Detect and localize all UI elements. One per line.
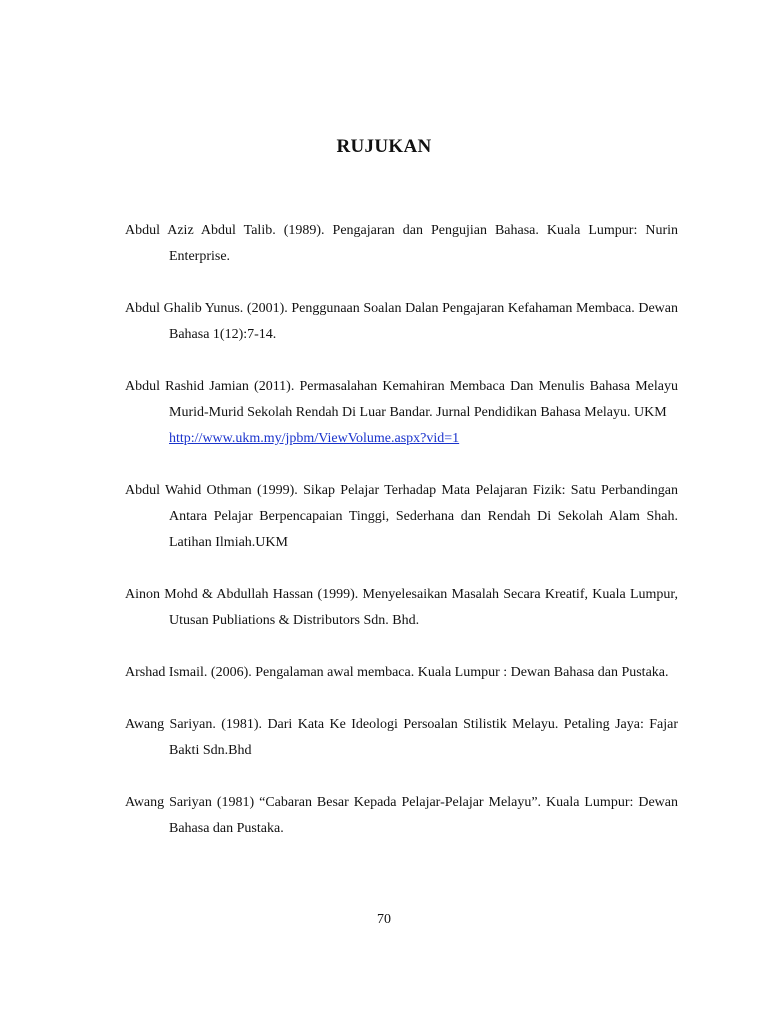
reference-text: Arshad Ismail. (2006). Pengalaman awal membaca. Kuala Lumpur : Dewan Bahasa dan Pustaka. [125, 665, 669, 680]
reference-item [125, 296, 678, 348]
reference-text: Awang Sariyan (1981) “Cabaran Besar Kepada Pelajar-Pelajar Melayu”. Kuala Lumpur: Dewan Bahasa dan Pustaka. [125, 795, 678, 836]
page-number: 70 [377, 912, 391, 927]
reference-list [125, 218, 678, 842]
reference-link[interactable]: http://www.ukm.my/jpbm/ViewVolume.aspx?vid=1 [169, 431, 460, 446]
reference-item [125, 660, 678, 686]
reference-item [125, 374, 678, 452]
reference-item [125, 218, 678, 270]
reference-text: Abdul Ghalib Yunus. (2001). Penggunaan Soalan Dalan Pengajaran Kefahaman Membaca. Dewan Bahasa 1(12):7-14. [125, 301, 678, 342]
reference-text: Ainon Mohd & Abdullah Hassan (1999). Menyelesaikan Masalah Secara Kreatif, Kuala Lumpur, Utusan Publiations & Distributors Sdn. Bhd. [125, 587, 678, 628]
reference-item [125, 712, 678, 764]
reference-text: Abdul Wahid Othman (1999). Sikap Pelajar Terhadap Mata Pelajaran Fizik: Satu Perbandingan Antara Pelajar Berpencapaian Tinggi, Sederhana dan Rendah Di Sekolah Alam Shah. Latihan Ilmiah.UKM [125, 483, 678, 550]
page-title: RUJUKAN [336, 136, 432, 157]
reference-item [125, 790, 678, 842]
reference-item [125, 478, 678, 556]
reference-text: Abdul Aziz Abdul Talib. (1989). Pengajaran dan Pengujian Bahasa. Kuala Lumpur: Nurin Enterprise. [125, 223, 678, 264]
reference-item [125, 582, 678, 634]
reference-text: Awang Sariyan. (1981). Dari Kata Ke Ideologi Persoalan Stilistik Melayu. Petaling Jaya: Fajar Bakti Sdn.Bhd [125, 717, 678, 758]
reference-text: Abdul Rashid Jamian (2011). Permasalahan Kemahiran Membaca Dan Menulis Bahasa Melayu Murid-Murid Sekolah Rendah Di Luar Bandar. Jurnal Pendidikan Bahasa Melayu. UKM [125, 379, 678, 420]
